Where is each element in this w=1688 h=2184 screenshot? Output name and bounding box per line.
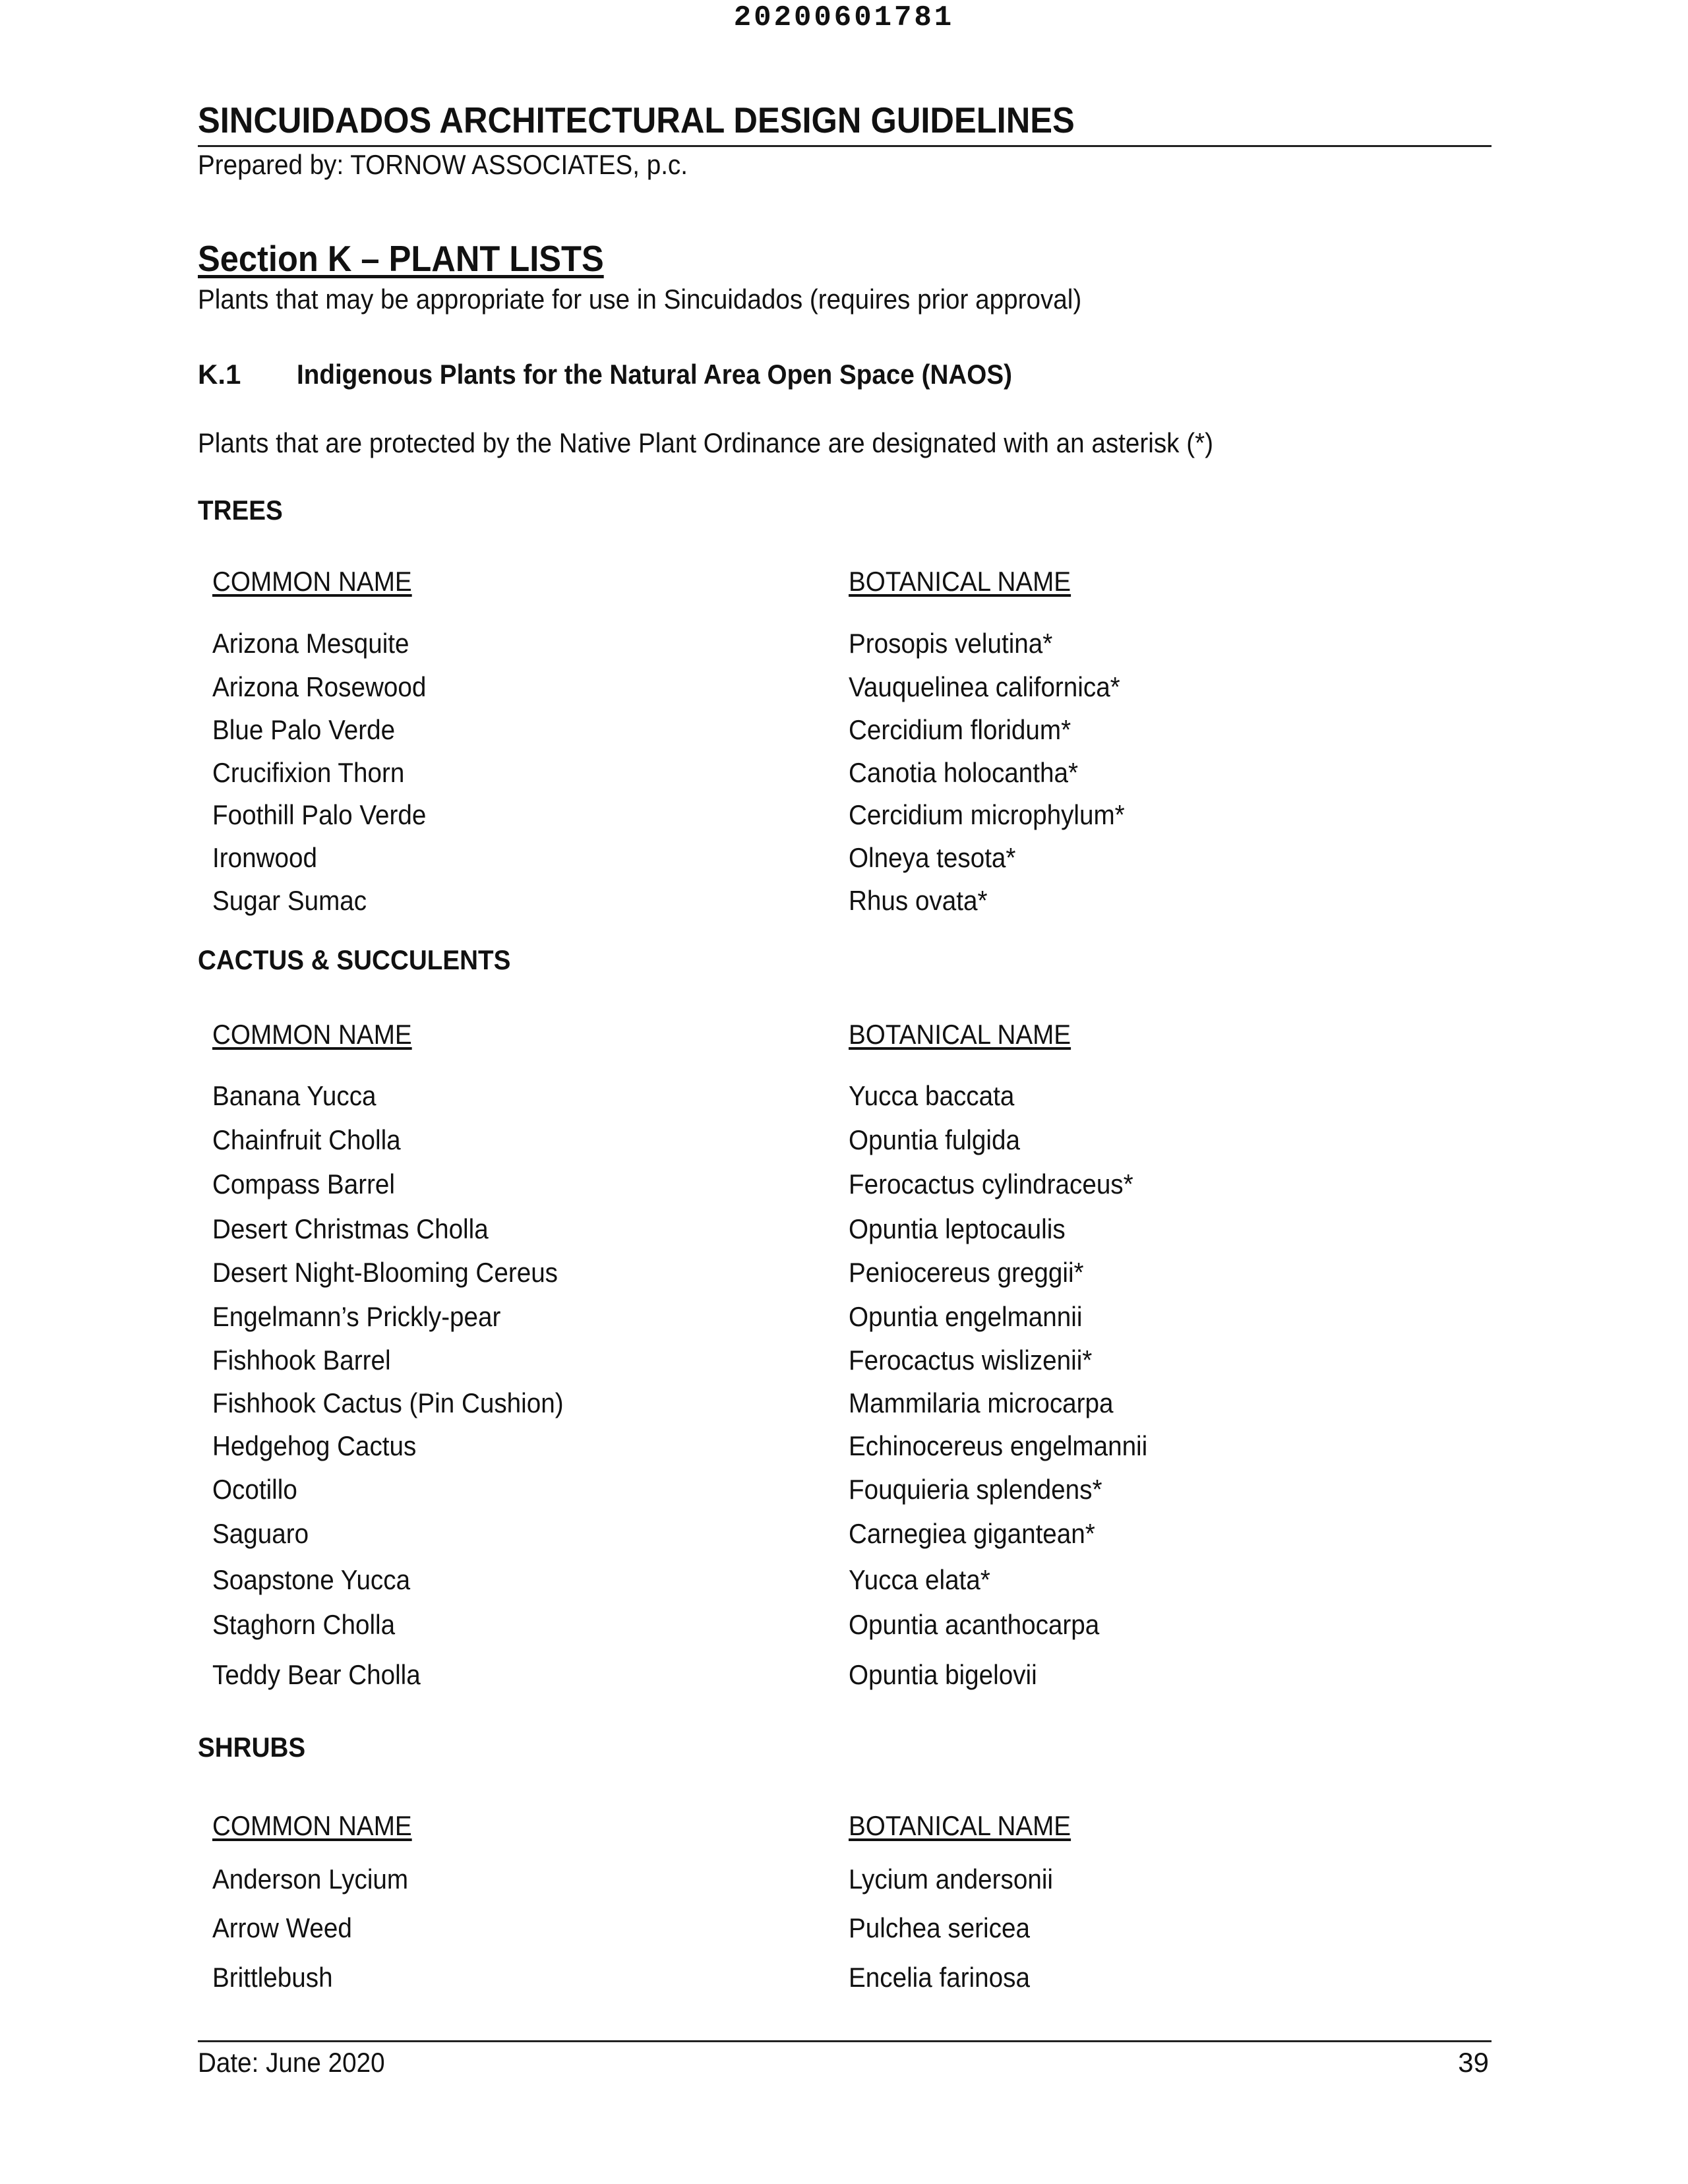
common-name-cell: Fishhook Barrel [212,1345,391,1376]
common-name-cell: Staghorn Cholla [212,1609,396,1640]
asterisk-note: Plants that are protected by the Native Plant Ordinance are designated with an asterisk (*) [198,427,1214,458]
common-name-cell: Arrow Weed [212,1912,352,1943]
botanical-name-cell: Vauquelinea californica* [849,671,1120,702]
botanical-name-cell: Prosopis velutina* [849,628,1053,659]
common-name-cell: Fishhook Cactus (Pin Cushion) [212,1387,564,1418]
botanical-name-cell: Yucca baccata [849,1080,1015,1111]
botanical-name-cell: Cercidium microphylum* [849,799,1125,830]
footer-rule [198,2040,1492,2042]
botanical-name-cell: Mammilaria microcarpa [849,1387,1114,1418]
botanical-name-cell: Peniocereus greggii* [849,1257,1084,1288]
page-number: 39 [1458,2047,1489,2078]
common-name-cell: Anderson Lycium [212,1864,409,1895]
botanical-name-cell: Encelia farinosa [849,1962,1030,1993]
column-header-botanical-name: BOTANICAL NAME [849,566,1071,597]
common-name-cell: Saguaro [212,1518,309,1549]
botanical-name-cell: Olneya tesota* [849,842,1016,873]
header-rule [198,145,1492,147]
common-name-cell: Crucifixion Thorn [212,757,405,788]
botanical-name-cell: Opuntia fulgida [849,1124,1020,1155]
common-name-cell: Arizona Rosewood [212,671,427,702]
botanical-name-cell: Ferocactus wislizenii* [849,1345,1093,1376]
botanical-name-cell: Echinocereus engelmannii [849,1430,1148,1461]
footer-date: Date: June 2020 [198,2047,385,2078]
botanical-name-cell: Pulchea sericea [849,1912,1030,1943]
common-name-cell: Engelmann’s Prickly-pear [212,1301,501,1332]
common-name-cell: Foothill Palo Verde [212,799,427,830]
common-name-cell: Ironwood [212,842,317,873]
column-header-common-name: COMMON NAME [212,566,412,597]
common-name-cell: Sugar Sumac [212,885,367,916]
common-name-cell: Arizona Mesquite [212,628,409,659]
document-title: SINCUIDADOS ARCHITECTURAL DESIGN GUIDELINES [198,100,1075,140]
subsection-title: Indigenous Plants for the Natural Area Open Space (NAOS) [297,359,1012,390]
common-name-cell: Desert Christmas Cholla [212,1213,489,1244]
botanical-name-cell: Yucca elata* [849,1564,990,1595]
botanical-name-cell: Cercidium floridum* [849,714,1071,745]
botanical-name-cell: Opuntia leptocaulis [849,1213,1066,1244]
common-name-cell: Teddy Bear Cholla [212,1659,421,1690]
column-header-common-name: COMMON NAME [212,1810,412,1841]
common-name-cell: Soapstone Yucca [212,1564,411,1595]
category-heading: TREES [198,495,283,526]
botanical-name-cell: Opuntia engelmannii [849,1301,1083,1332]
botanical-name-cell: Fouquieria splendens* [849,1474,1102,1505]
common-name-cell: Compass Barrel [212,1168,396,1199]
common-name-cell: Ocotillo [212,1474,297,1505]
section-title: Section K – PLANT LISTS [198,238,604,279]
document-number: 20200601781 [733,1,955,34]
botanical-name-cell: Lycium andersonii [849,1864,1053,1895]
common-name-cell: Blue Palo Verde [212,714,396,745]
botanical-name-cell: Canotia holocantha* [849,757,1079,788]
common-name-cell: Desert Night-Blooming Cereus [212,1257,558,1288]
botanical-name-cell: Opuntia bigelovii [849,1659,1037,1690]
common-name-cell: Chainfruit Cholla [212,1124,401,1155]
subsection-number: K.1 [198,359,241,390]
botanical-name-cell: Carnegiea gigantean* [849,1518,1095,1549]
common-name-cell: Brittlebush [212,1962,333,1993]
prepared-by: Prepared by: TORNOW ASSOCIATES, p.c. [198,149,688,180]
category-heading: CACTUS & SUCCULENTS [198,944,511,975]
column-header-botanical-name: BOTANICAL NAME [849,1810,1071,1841]
column-header-common-name: COMMON NAME [212,1019,412,1050]
botanical-name-cell: Opuntia acanthocarpa [849,1609,1100,1640]
common-name-cell: Hedgehog Cactus [212,1430,417,1461]
category-heading: SHRUBS [198,1732,306,1763]
column-header-botanical-name: BOTANICAL NAME [849,1019,1071,1050]
section-subtitle: Plants that may be appropriate for use in Sincuidados (requires prior approval) [198,284,1082,315]
botanical-name-cell: Rhus ovata* [849,885,988,916]
botanical-name-cell: Ferocactus cylindraceus* [849,1168,1133,1199]
common-name-cell: Banana Yucca [212,1080,377,1111]
